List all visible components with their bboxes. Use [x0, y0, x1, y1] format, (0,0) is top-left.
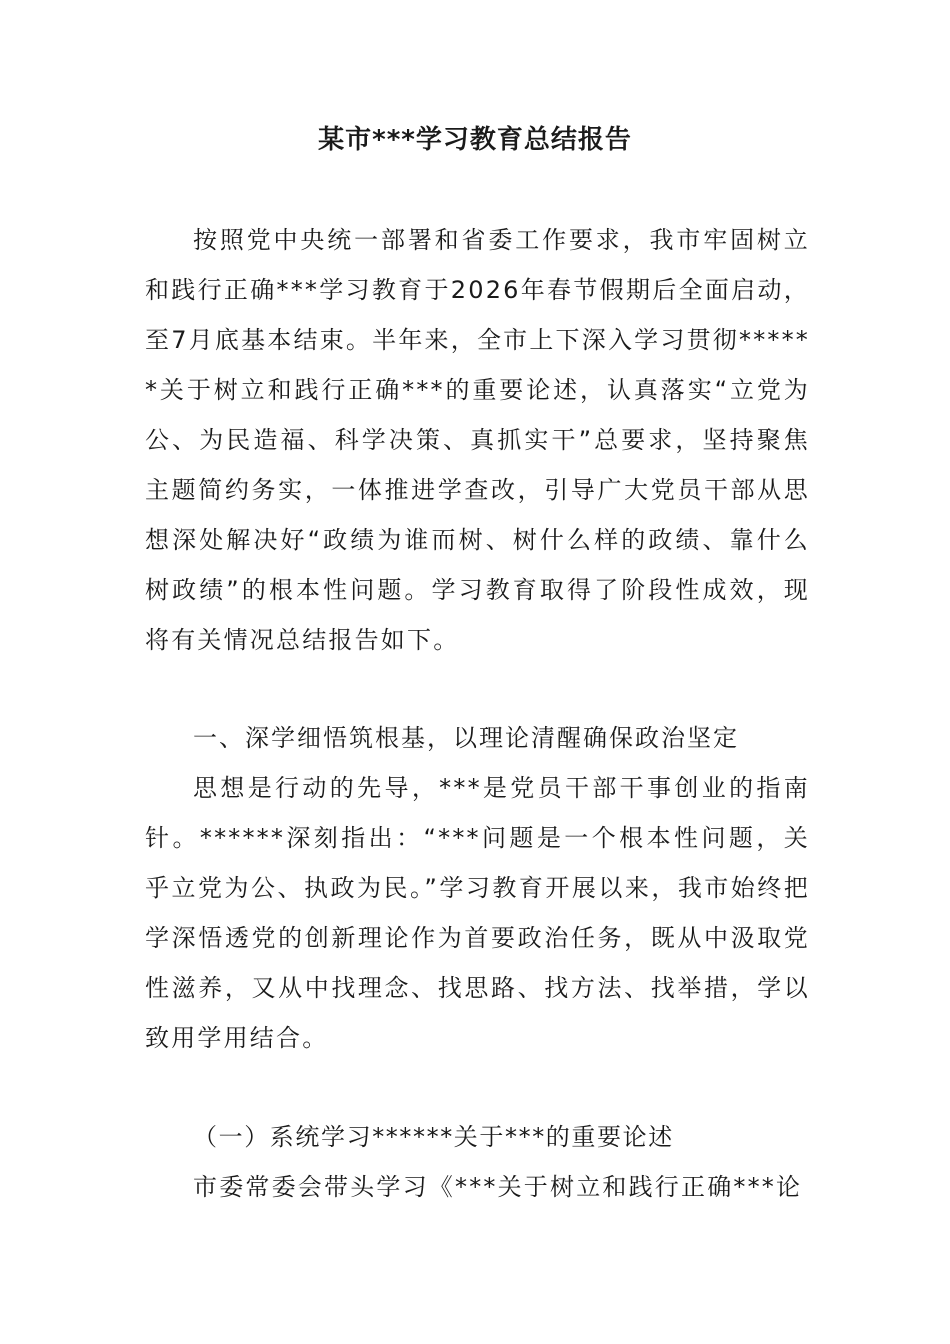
section-1-heading: 一、深学细悟筑根基，以理论清醒确保政治坚定 — [193, 724, 739, 752]
intro-paragraph: 按照党中央统一部署和省委工作要求，我市牢固树立和践行正确***学习教育于2026年春节假期后全面启动，至7月底基本结束。半年来，全市上下深入学习贯彻******关于树立和践行正确***的重要论述，认真落实“立党为公、为民造福、科学决策、真抓实干”总要求，坚持聚焦主题简约务实，一体推进学查改，引导广大党员干部从思想深处解决好“政绩为谁而树、树什么样的政绩、靠什么树政绩”的根本性问题。学习教育取得了阶段性成效，现将有关情况总结报告如下。 — [145, 226, 810, 654]
document-title: 某市***学习教育总结报告 — [318, 125, 632, 155]
section-1-paragraph: 思想是行动的先导，***是党员干部干事创业的指南针。******深刻指出：“***问题是一个根本性问题，关乎立党为公、执政为民。”学习教育开展以来，我市始终把学深悟透党的创新理论作为首要政治任务，既从中汲取党性滋养，又从中找理念、找思路、找方法、找举措，学以致用学用结合。 — [145, 774, 810, 1052]
subsection-1-paragraph: 市委常委会带头学习《***关于树立和践行正确***论 — [193, 1173, 803, 1201]
subsection-1-heading: （一）系统学习******关于***的重要论述 — [193, 1123, 674, 1151]
